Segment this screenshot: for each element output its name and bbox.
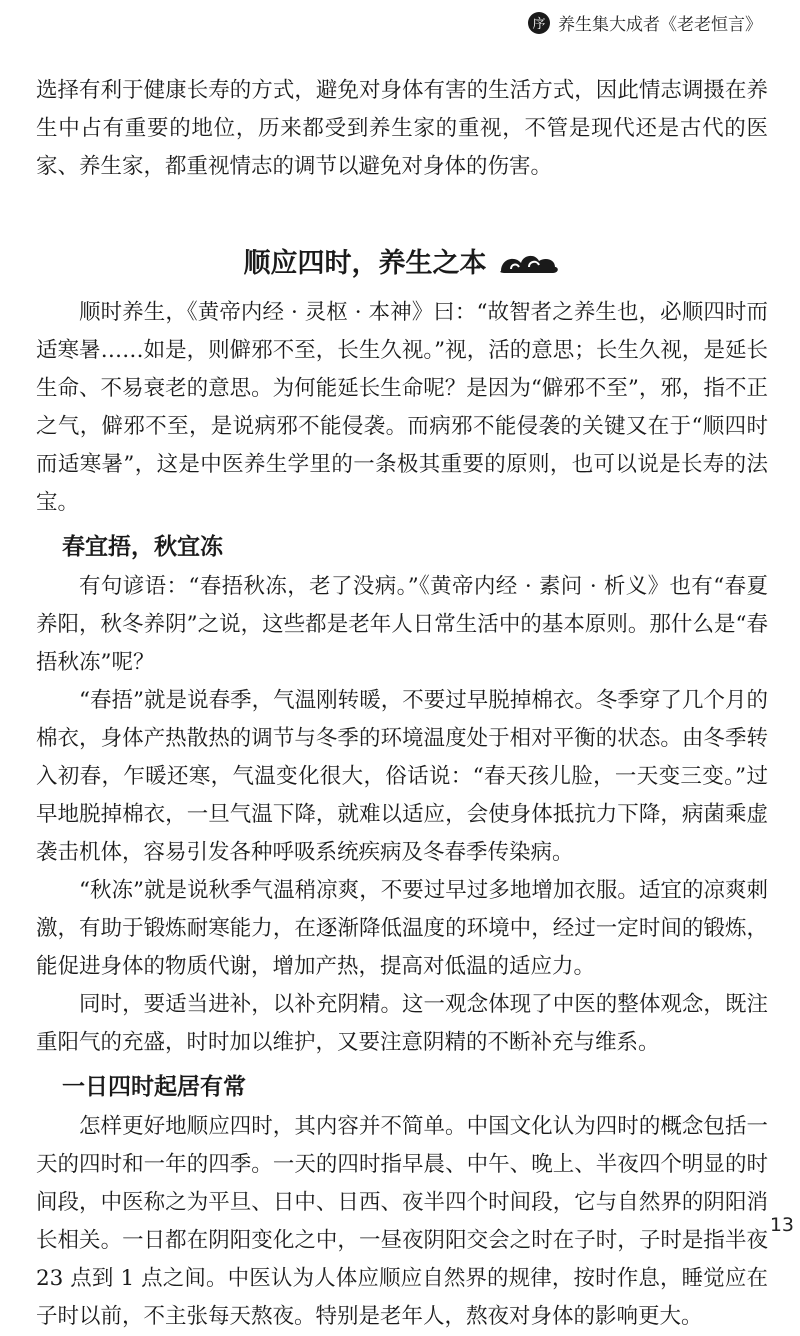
- running-header-title: 养生集大成者《老老恒言》: [558, 15, 762, 35]
- section-title-text: 顺应四时，养生之本: [243, 248, 487, 279]
- subsection-heading-daily-routine: 一日四时起居有常: [62, 1074, 246, 1100]
- page-body: [36, 72, 768, 1336]
- subsection-heading-spring-autumn: 春宜捂，秋宜冻: [62, 534, 223, 560]
- subsection1-paragraph-1: 有句谚语：“春捂秋冻，老了没病。”《黄帝内经 · 素问 · 析义》也有“春夏养阳，秋冬养阴”之说，这些都是老年人日常生活中的基本原则。那什么是“春捂秋冻”呢？: [36, 574, 768, 675]
- subsection1-paragraph-3: “秋冻”就是说秋季气温稍凉爽，不要过早过多地增加衣服。适宜的凉爽刺激，有助于锻炼耐寒能力，在逐渐降低温度的环境中，经过一定时间的锻炼，能促进身体的物质代谢，增加产热，提高对低温的适应力。: [36, 878, 768, 979]
- intro-paragraph: 选择有利于健康长寿的方式，避免对身体有害的生活方式，因此情志调摄在养生中占有重要的地位，历来都受到养生家的重视，不管是现代还是古代的医家、养生家，都重视情志的调节以避免对身体的伤害。: [36, 78, 768, 179]
- page-number: 13: [769, 1214, 794, 1236]
- section-title: [36, 244, 768, 284]
- section-paragraph: 顺时养生，《黄帝内经 · 灵枢 · 本神》曰：“故智者之养生也，必顺四时而适寒暑……如是，则僻邪不至，长生久视。”视，活的意思；长生久视，是延长生命、不易衰老的意思。为何能延长生命呢？是因为“僻邪不至”，邪，指不正之气，僻邪不至，是说病邪不能侵袭。而病邪不能侵袭的关键又在于“顺四时而适寒暑”，这是中医养生学里的一条极其重要的原则，也可以说是长寿的法宝。: [36, 300, 768, 515]
- subsection2-paragraph: 怎样更好地顺应四时，其内容并不简单。中国文化认为四时的概念包括一天的四时和一年的四季。一天的四时指早晨、中午、晚上、半夜四个明显的时间段，中医称之为平旦、日中、日西、夜半四个时间段，它与自然界的阴阳消长相关。一日都在阴阳变化之中，一昼夜阴阳交会之时在子时，子时是指半夜 23 点到 1 点之间。中医认为人体应顺应自然界的规律，按时作息，睡觉应在子时以前，不主张每天熬夜。特别是老年人，熬夜对身体的影响更大。: [36, 1114, 768, 1329]
- subsection1-paragraph-2: “春捂”就是说春季，气温刚转暖，不要过早脱掉棉衣。冬季穿了几个月的棉衣，身体产热散热的调节与冬季的环境温度处于相对平衡的状态。由冬季转入初春，乍暖还寒，气温变化很大，俗话说：“春天孩儿脸，一天变三变。”过早地脱掉棉衣，一旦气温下降，就难以适应，会使身体抵抗力下降，病菌乘虚袭击机体，容易引发各种呼吸系统疾病及冬春季传染病。: [36, 688, 768, 865]
- subsection1-paragraph-4: 同时，要适当进补，以补充阴精。这一观念体现了中医的整体观念，既注重阳气的充盛，时时加以维护，又要注意阴精的不断补充与维系。: [36, 992, 768, 1055]
- section-badge: 序: [528, 12, 550, 34]
- cloud-ornament-icon: [497, 249, 561, 279]
- running-header: [528, 10, 762, 35]
